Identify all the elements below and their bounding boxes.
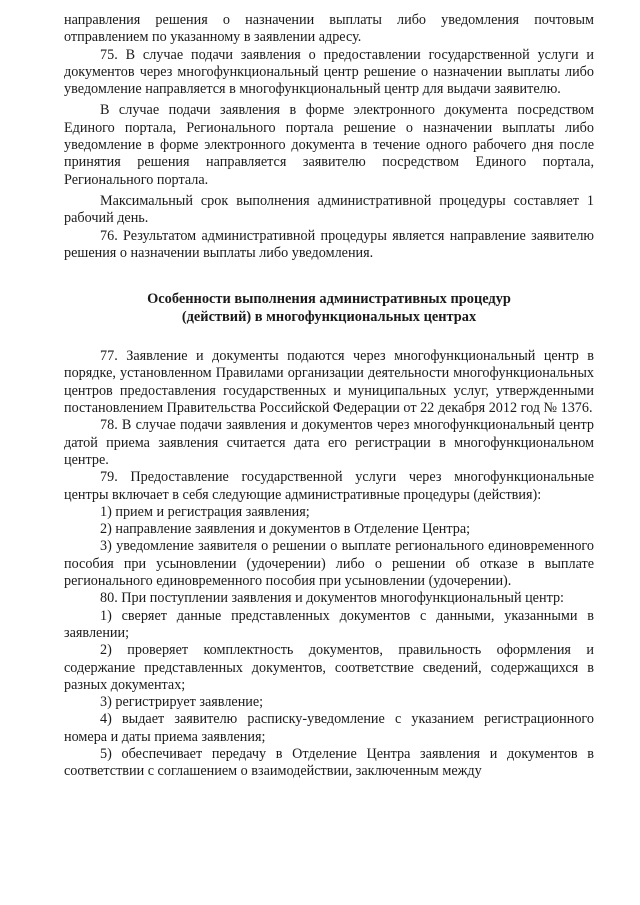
list-item-80-1: 1) сверяет данные представленных документов с данными, указанными в заявлении;: [64, 607, 594, 641]
list-item-79-3: 3) уведомление заявителя о решении о выплате регионального единовременного пособия при усыновлении (удочерении) либо о решении об отказе в выплате регионального единовременного пособия при усыновлении (удочерении).: [64, 538, 594, 590]
list-item-79-1: 1) прием и регистрация заявления;: [100, 503, 310, 520]
paragraph-78: 78. В случае подачи заявления и документов через многофункциональный центр датой приема заявления считается дата его регистрации в многофункциональном центре.: [64, 417, 594, 468]
paragraph-77: 77. Заявление и документы подаются через многофункциональный центр в порядке, установленном Правилами организации деятельности многофункциональных центров предоставления государственных и муниципальных услуг, утвержденными постановлением Правительства Российской Федерации от 22 декабря 2012 год № 1376.: [64, 348, 594, 417]
section-heading-line-1: Особенности выполнения административных процедур: [147, 291, 511, 308]
document-page: [64, 12, 594, 781]
list-item-80-4: 4) выдает заявителю расписку-уведомление с указанием регистрационного номера и даты приема заявления;: [64, 711, 594, 745]
paragraph-76: 76. Результатом административной процедуры является направление заявителю решения о назначении выплаты либо уведомления.: [64, 227, 594, 261]
paragraph-max-term: Максимальный срок выполнения административной процедуры составляет 1 рабочий день.: [64, 192, 594, 227]
section-heading-line-2: (действий) в многофункциональных центрах: [181, 309, 477, 326]
paragraph-80: 80. При поступлении заявления и документов многофункциональный центр:: [100, 590, 564, 607]
paragraph-75: 75. В случае подачи заявления о предоставлении государственной услуги и документов через многофункциональный центр решение о назначении выплаты либо уведомление направляется в многофункциональный центр для выдачи заявителю.: [64, 46, 594, 98]
list-item-80-5: 5) обеспечивает передачу в Отделение Центра заявления и документов в соответствии с соглашением о взаимодействии, заключенным между: [64, 745, 594, 780]
paragraph-continuation: направления решения о назначении выплаты либо уведомления почтовым отправлением по указанному в заявлении адресу.: [64, 12, 594, 46]
list-item-80-3: 3) регистрирует заявление;: [100, 694, 264, 711]
list-item-79-2: 2) направление заявления и документов в Отделение Центра;: [100, 521, 471, 538]
list-item-80-2: 2) проверяет комплектность документов, правильность оформления и содержание представленных документов, соответствие сведений, содержащихся в разных документах;: [64, 642, 594, 693]
section-heading: [64, 290, 594, 326]
paragraph-79: 79. Предоставление государственной услуги через многофункциональные центры включает в себя следующие административные процедуры (действия):: [64, 469, 594, 503]
paragraph-75-electronic: В случае подачи заявления в форме электронного документа посредством Единого портала, Регионального портала решение о назначении выплаты либо уведомление в форме электронного документа в течение одного рабочего дня после принятия решения направляется заявителю посредством Единого портала, Регионального портала.: [64, 102, 594, 188]
